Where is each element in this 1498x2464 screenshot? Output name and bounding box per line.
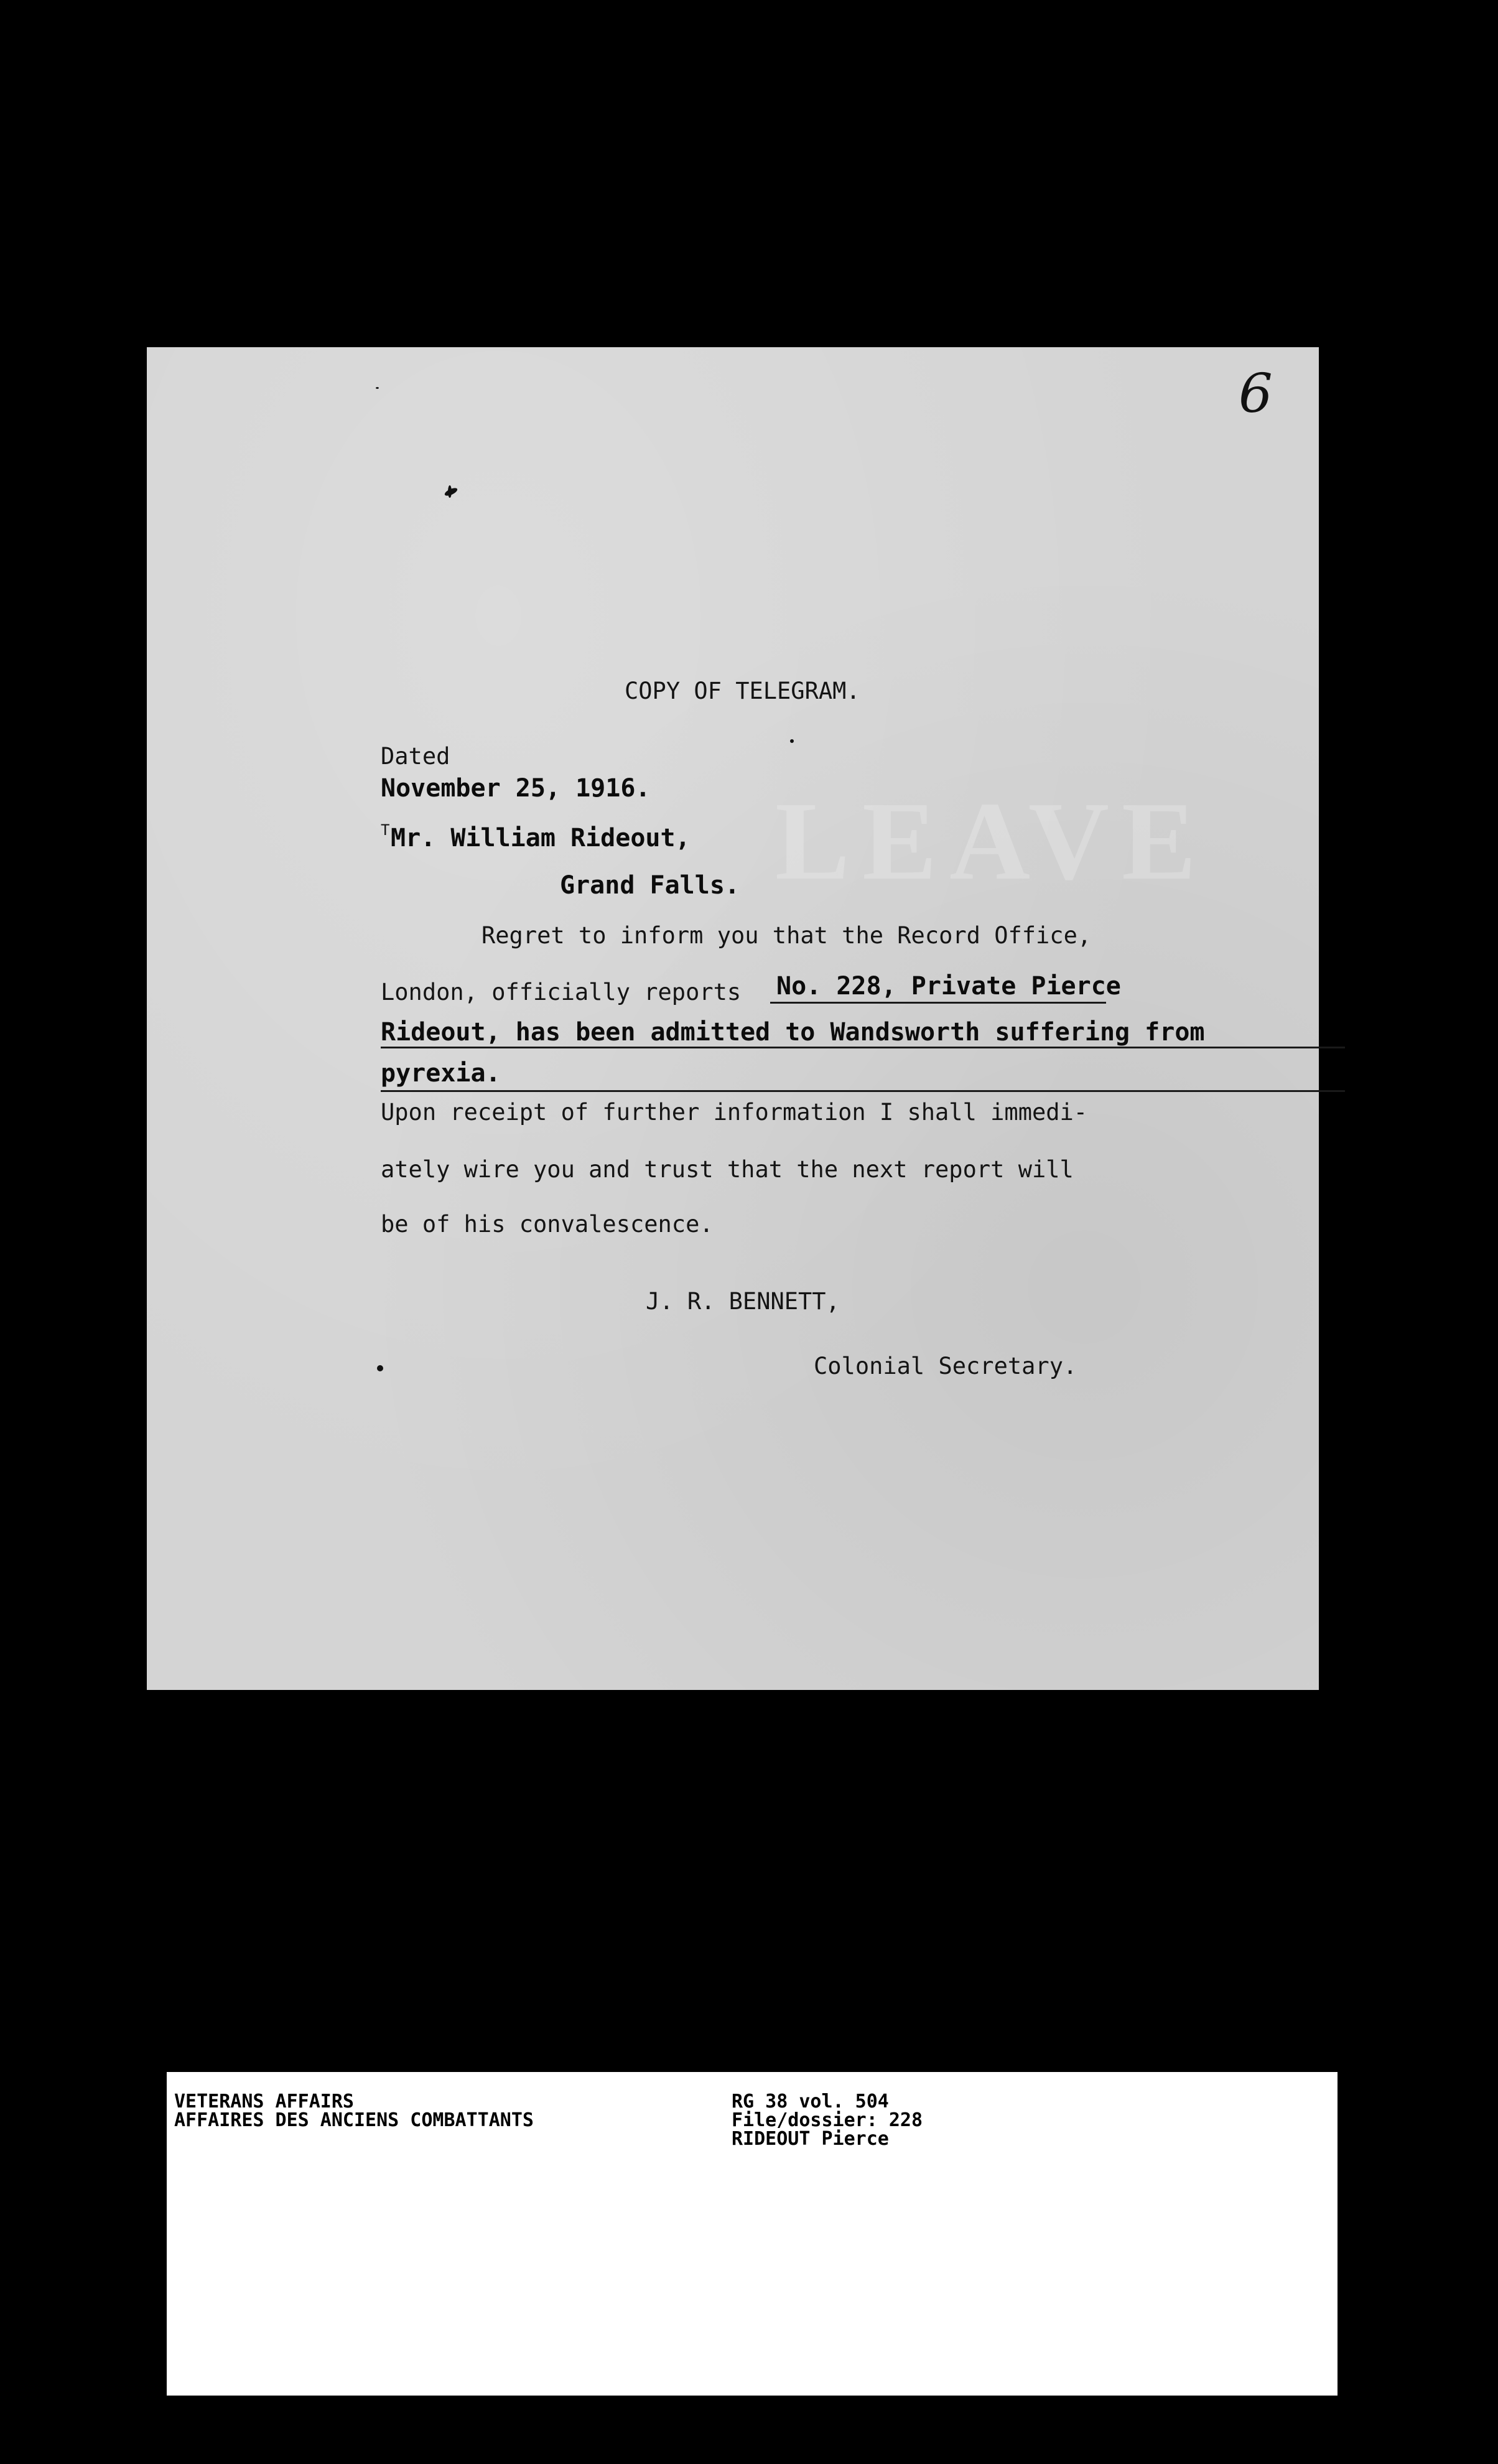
ink-speck [377, 1365, 383, 1371]
ink-speck [448, 485, 452, 498]
recipient-place: Grand Falls. [560, 871, 740, 900]
signatory-name: J. R. BENNETT, [646, 1288, 840, 1315]
signatory-title: Colonial Secretary. [814, 1353, 1077, 1379]
recipient-name: Mr. William Rideout, [391, 824, 691, 852]
body-line-2: London, officially reports [381, 979, 742, 1006]
telegram-heading: COPY OF TELEGRAM. [625, 678, 860, 704]
fill-in-rule [381, 1090, 1345, 1092]
page-number: 6 [1239, 363, 1273, 425]
archive-record-group: RG 38 vol. 504 [732, 2091, 889, 2112]
body-line-5: Upon receipt of further information I shall immedi- [381, 1099, 1088, 1126]
body-line-6: ately wire you and trust that the next report will [381, 1156, 1074, 1183]
filled-service-number: No. 228, Private Pierce [776, 972, 1121, 1001]
ghost-stamp-watermark: LEAVE [775, 779, 1209, 903]
archive-department-en: VETERANS AFFAIRS [174, 2091, 354, 2112]
ink-speck [790, 739, 794, 743]
dated-label: Dated [381, 743, 450, 770]
archive-subject-name: RIDEOUT Pierce [732, 2128, 889, 2150]
to-prefix: T [381, 821, 390, 839]
ink-speck [376, 387, 379, 389]
archive-department-fr: AFFAIRES DES ANCIENS COMBATTANTS [174, 2109, 534, 2131]
filled-hospital-line: Rideout, has been admitted to Wandsworth suffering from [381, 1018, 1205, 1047]
telegram-sheet [147, 347, 1319, 1690]
archive-reference-card [167, 2072, 1338, 2396]
fill-in-rule [381, 1047, 1345, 1048]
telegram-date: November 25, 1916. [381, 774, 651, 803]
filled-diagnosis: pyrexia. [381, 1059, 501, 1088]
body-line-1: Regret to inform you that the Record Office, [482, 922, 1092, 949]
body-line-7: be of his convalescence. [381, 1211, 714, 1238]
archive-file-number: File/dossier: 228 [732, 2109, 923, 2131]
fill-in-rule [770, 1002, 1106, 1004]
